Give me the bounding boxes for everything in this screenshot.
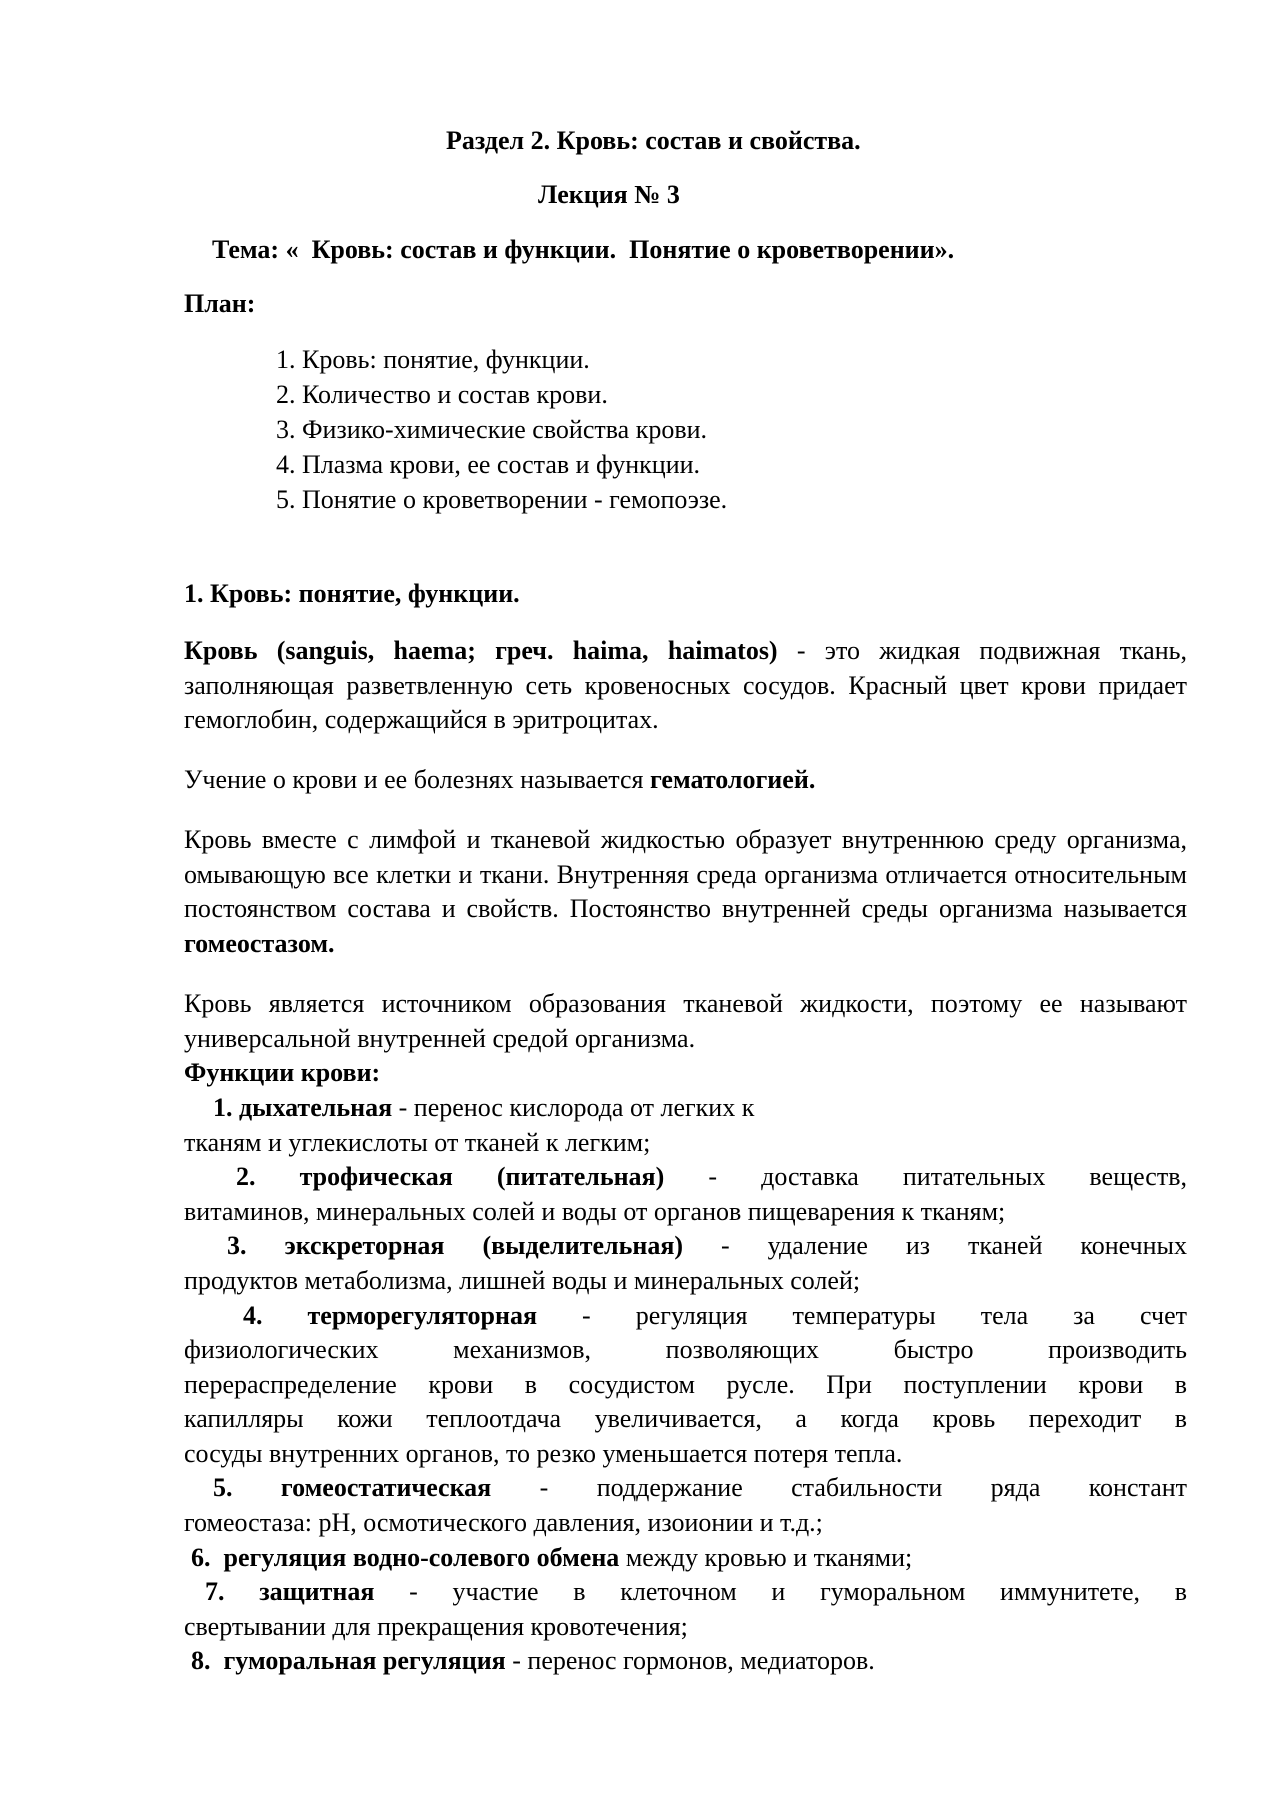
function-item-7: 7. защитная - участие в клеточном и гуморальном иммунитете, в [205, 1577, 1187, 1606]
functions-title: Функции крови: [184, 1058, 381, 1087]
plan-item: 3. Физико-химические свойства крови. [276, 415, 708, 444]
paragraph-tissue-fluid: Кровь является источником образования тканевой жидкости, поэтому ее называют универсальной внутренней средой организма. [184, 989, 1187, 1053]
plan-item: 5. Понятие о кроветворении - гемопоэзе. [276, 485, 728, 514]
function-item-1-cont: тканям и углекислоты от тканей к легким; [184, 1128, 651, 1157]
section-heading: Раздел 2. Кровь: состав и свойства. [446, 126, 861, 155]
function-item-4-cont: сосуды внутренних органов, то резко уменьшается потеря тепла. [184, 1439, 903, 1468]
function-item-8: 8. гуморальная регуляция - перенос гормонов, медиаторов. [191, 1646, 875, 1675]
function-item-5: 5. гомеостатическая - поддержание стабильности ряда констант [213, 1473, 1187, 1502]
function-item-4-cont: физиологических механизмов, позволяющих быстро производить [184, 1335, 1187, 1364]
function-item-4: 4. терморегуляторная - регуляция температуры тела за счет [243, 1301, 1187, 1330]
plan-item: 2. Количество и состав крови. [276, 380, 608, 409]
function-item-6: 6. регуляция водно-солевого обмена между кровью и тканями; [191, 1543, 913, 1572]
hematology-term: гематологией. [649, 765, 816, 794]
lecture-heading: Лекция № 3 [538, 180, 680, 209]
function-item-1: 1. дыхательная - перенос кислорода от легких к [213, 1093, 755, 1122]
function-item-4-cont: перераспределение крови в сосудистом русле. При поступлении крови в [184, 1370, 1187, 1399]
section-1-title: 1. Кровь: понятие, функции. [184, 579, 520, 608]
plan-title: План: [184, 289, 256, 318]
paragraph-blood-definition: Кровь (sanguis, haema; греч. haima, haimatos) - это жидкая подвижная ткань, заполняющая разветвленную сеть кровеносных сосудов. Красный цвет крови придает гемоглобин, содержащийся в эритроцитах. [184, 636, 1187, 734]
topic-heading: Тема: « Кровь: состав и функции. Понятие о кроветворении». [212, 235, 955, 264]
paragraph-hematology: Учение о крови и ее болезнях называется гематологией. [184, 765, 816, 794]
function-item-5-cont: гомеостаза: рН, осмотического давления, изоионии и т.д.; [184, 1508, 823, 1537]
plan-item: 1. Кровь: понятие, функции. [276, 345, 590, 374]
function-item-2: 2. трофическая (питательная) - доставка питательных веществ, [236, 1162, 1187, 1191]
paragraph-homeostasis: Кровь вместе с лимфой и тканевой жидкостью образует внутреннюю среду организма, омывающую все клетки и ткани. Внутренняя среда организма отличается относительным постоянством состава и свойств. Постоянство внутренней среды организма называется гомеостазом. [184, 825, 1187, 958]
function-item-3-cont: продуктов метаболизма, лишней воды и минеральных солей; [184, 1266, 861, 1295]
blood-term: Кровь (sanguis, haema; греч. haima, haimatos) [184, 636, 778, 665]
function-item-2-cont: витаминов, минеральных солей и воды от органов пищеварения к тканям; [184, 1197, 1006, 1226]
plan-item: 4. Плазма крови, ее состав и функции. [276, 450, 701, 479]
function-item-7-cont: свертывании для прекращения кровотечения; [184, 1612, 688, 1641]
function-item-3: 3. экскреторная (выделительная) - удаление из тканей конечных [227, 1231, 1187, 1260]
function-item-4-cont: капилляры кожи теплоотдача увеличивается, а когда кровь переходит в [184, 1404, 1187, 1433]
homeostasis-term: гомеостазом. [184, 928, 335, 958]
